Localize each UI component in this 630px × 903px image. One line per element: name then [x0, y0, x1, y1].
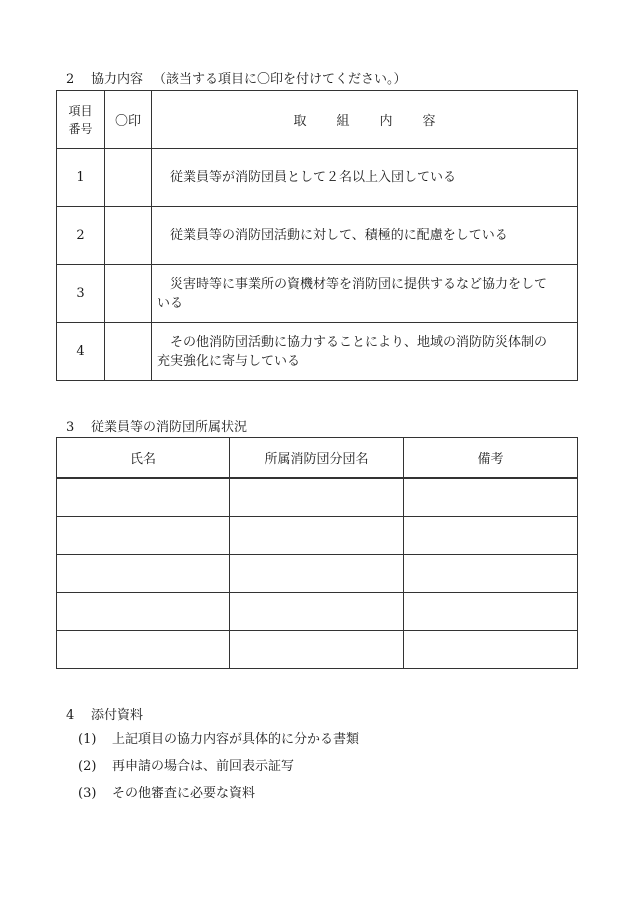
section-4-title: 添付資料 — [91, 708, 144, 723]
remarks-cell[interactable] — [404, 517, 578, 555]
header-item-number-line2: 番号 — [68, 121, 93, 136]
remarks-cell[interactable] — [404, 478, 578, 517]
branch-cell[interactable] — [230, 478, 404, 517]
list-text: その他審査に必要な資料 — [112, 786, 256, 801]
row-content-text: 従業員等が消防団員として２名以上入団している — [170, 170, 457, 185]
list-marker: (2) — [78, 759, 97, 774]
name-cell[interactable] — [57, 631, 230, 669]
branch-cell[interactable] — [230, 631, 404, 669]
row-content — [152, 323, 578, 381]
header-mark: 〇印 — [105, 91, 152, 149]
row-number: 1 — [57, 149, 105, 207]
table-row — [57, 149, 578, 207]
row-content — [152, 265, 578, 323]
row-content — [152, 207, 578, 265]
mark-cell[interactable] — [105, 207, 152, 265]
branch-cell[interactable] — [230, 555, 404, 593]
remarks-cell[interactable] — [404, 631, 578, 669]
row-content-text: 災害時等に事業所の資機材等を消防団に提供するなど協力をして — [170, 276, 548, 292]
row-number: 2 — [57, 207, 105, 265]
row-content — [152, 149, 578, 207]
name-cell[interactable] — [57, 555, 230, 593]
name-cell[interactable] — [57, 517, 230, 555]
section-2-title: 協力内容 — [91, 72, 144, 87]
mark-cell[interactable] — [105, 265, 152, 323]
name-cell[interactable] — [57, 478, 230, 517]
table-row — [57, 478, 578, 517]
header-content-char: 内 — [379, 114, 393, 129]
row-content-text: 従業員等の消防団活動に対して、積極的に配慮をしている — [170, 228, 508, 243]
remarks-cell[interactable] — [404, 555, 578, 593]
table-row — [57, 323, 578, 381]
list-text: 上記項目の協力内容が具体的に分かる書類 — [112, 732, 360, 747]
mark-cell[interactable] — [105, 149, 152, 207]
list-item — [78, 757, 359, 784]
header-content-char: 取 — [293, 114, 307, 129]
row-number: 3 — [57, 265, 105, 323]
section-3-title: 従業員等の消防団所属状況 — [91, 420, 248, 435]
cooperation-table-header — [57, 91, 578, 149]
row-content-text: 充実強化に寄与している — [157, 353, 301, 369]
list-item — [78, 730, 359, 757]
list-marker: (3) — [78, 786, 97, 801]
section-4-number: 4 — [66, 708, 75, 723]
header-content-char: 容 — [422, 114, 436, 129]
table-row — [57, 517, 578, 555]
branch-cell[interactable] — [230, 593, 404, 631]
section-2-note: （該当する項目に〇印を付けてください。） — [153, 72, 407, 87]
remarks-cell[interactable] — [404, 593, 578, 631]
table-row — [57, 265, 578, 323]
table-row — [57, 555, 578, 593]
cooperation-table — [56, 90, 578, 381]
header-branch: 所属消防団分団名 — [230, 438, 404, 479]
section-2-heading — [66, 68, 407, 87]
membership-table-header — [57, 438, 578, 479]
header-item-number — [57, 91, 105, 149]
header-item-number-line1: 項目 — [68, 103, 93, 118]
header-remarks: 備考 — [404, 438, 578, 479]
list-marker: (1) — [78, 732, 97, 747]
list-item — [78, 784, 359, 811]
header-name: 氏名 — [57, 438, 230, 479]
mark-cell[interactable] — [105, 323, 152, 381]
name-cell[interactable] — [57, 593, 230, 631]
section-3-heading — [66, 416, 247, 435]
membership-table — [56, 437, 578, 669]
row-content-text: その他消防団活動に協力することにより、地域の消防防災体制の — [170, 334, 548, 350]
section-4-heading — [66, 704, 143, 723]
header-content-char: 組 — [336, 114, 350, 129]
table-row — [57, 631, 578, 669]
row-number: 4 — [57, 323, 105, 381]
attachment-list — [78, 730, 359, 811]
section-3-number: 3 — [66, 420, 75, 435]
header-content — [152, 91, 578, 149]
table-row — [57, 593, 578, 631]
table-row — [57, 207, 578, 265]
branch-cell[interactable] — [230, 517, 404, 555]
list-text: 再申請の場合は、前回表示証写 — [112, 759, 295, 774]
row-content-text: いる — [157, 295, 184, 311]
section-2-number: 2 — [66, 72, 75, 87]
